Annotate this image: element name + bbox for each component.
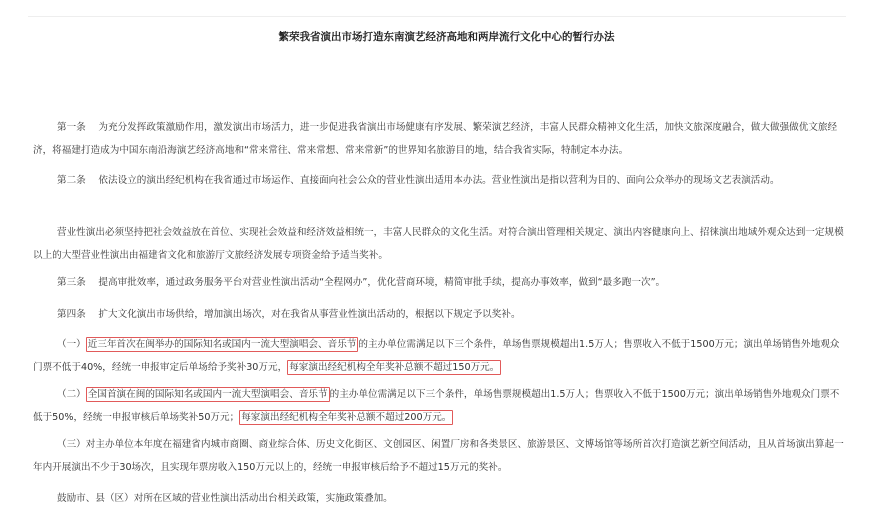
item-1-highlight-event: 近三年首次在闽举办的国际知名或国内一流大型演唱会、音乐节 [87, 339, 357, 350]
article-2-detail: 营业性演出必须坚持把社会效益放在首位、实现社会效益和经济效益相统一，丰富人民群众的文化生活。对符合演出管理相关规定、演出内容健康向上、招徕演出地域外观众达到一定规模以上的大型营业性演出由福建省文化和旅游厅文旅经济发展专项资金给予适当奖补。 [33, 227, 844, 261]
item-2-body: 的主办单位需满足以下三个条件，单场售票规模超出1.5万人；售票收入不低于1500万元；演出单场销售外地观众门票不低于50%，经统一申报审核后单场奖补50万元； [33, 389, 840, 423]
item-2-highlight-event: 全国首演在闽的国际知名或国内一流大型演唱会、音乐节 [87, 389, 328, 400]
article-1: 第一条 为充分发挥政策激励作用，激发演出市场活力，进一步促进我省演出市场健康有序发展、繁荣演艺经济，丰富人民群众精神文化生活，加快文旅深度融合，做大做强做优文旅经济，将福建打造成为中国东南沿海演艺经济高地和“常来常往、常来常想、常来常新”的世界知名旅游目的地，结合我省实际，特制定本办法。 [33, 122, 838, 156]
item-2-prefix: （二） [57, 389, 86, 400]
item-1-body: 的主办单位需满足以下三个条件，单场售票规模超出1.5万人；售票收入不低于1500万元；演出单场销售外地观众门票不低于40%，经统一申报审定后单场给予奖补30万元， [33, 339, 840, 373]
document-title: 繁荣我省演出市场打造东南演艺经济高地和两岸流行文化中心的暂行办法 [278, 31, 615, 43]
article-4-item-1 [33, 334, 847, 379]
item-2-highlight-cap: 每家演出经纪机构全年奖补总额不超过200万元。 [241, 411, 452, 423]
article-4-item-2 [33, 384, 847, 429]
item-1-highlight-cap: 每家演出经纪机构全年奖补总额不超过150万元。 [289, 361, 500, 373]
article-2: 第二条 依法设立的演出经纪机构在我省通过市场运作、直接面向社会公众的营业性演出适用本办法。营业性演出是指以营利为目的、面向公众举办的现场文艺表演活动。 [57, 175, 780, 186]
closing-paragraph: 鼓励市、县（区）对所在区域的营业性演出活动出台相关政策，实施政策叠加。 [57, 493, 393, 504]
top-divider [28, 16, 846, 17]
article-4: 第四条 扩大文化演出市场供给，增加演出场次，对在我省从事营业性演出活动的，根据以下规定予以奖补。 [57, 309, 521, 320]
article-4-item-3: （三）对主办单位本年度在福建省内城市商圈、商业综合体、历史文化街区、文创园区、闲置厂房和各类景区、旅游景区、文博场馆等场所首次打造演艺新空间活动，且从首场演出算起一年内开展演出不少于30场次，且实现年票房收入150万元以上的，经统一申报审核后给予不超过15万元的奖补。 [33, 439, 844, 473]
article-3: 第三条 提高审批效率，通过政务服务平台对营业性演出活动“全程网办”，优化营商环境，精简审批手续，提高办事效率，做到“最多跑一次”。 [57, 277, 666, 288]
item-1-prefix: （一） [57, 339, 86, 350]
